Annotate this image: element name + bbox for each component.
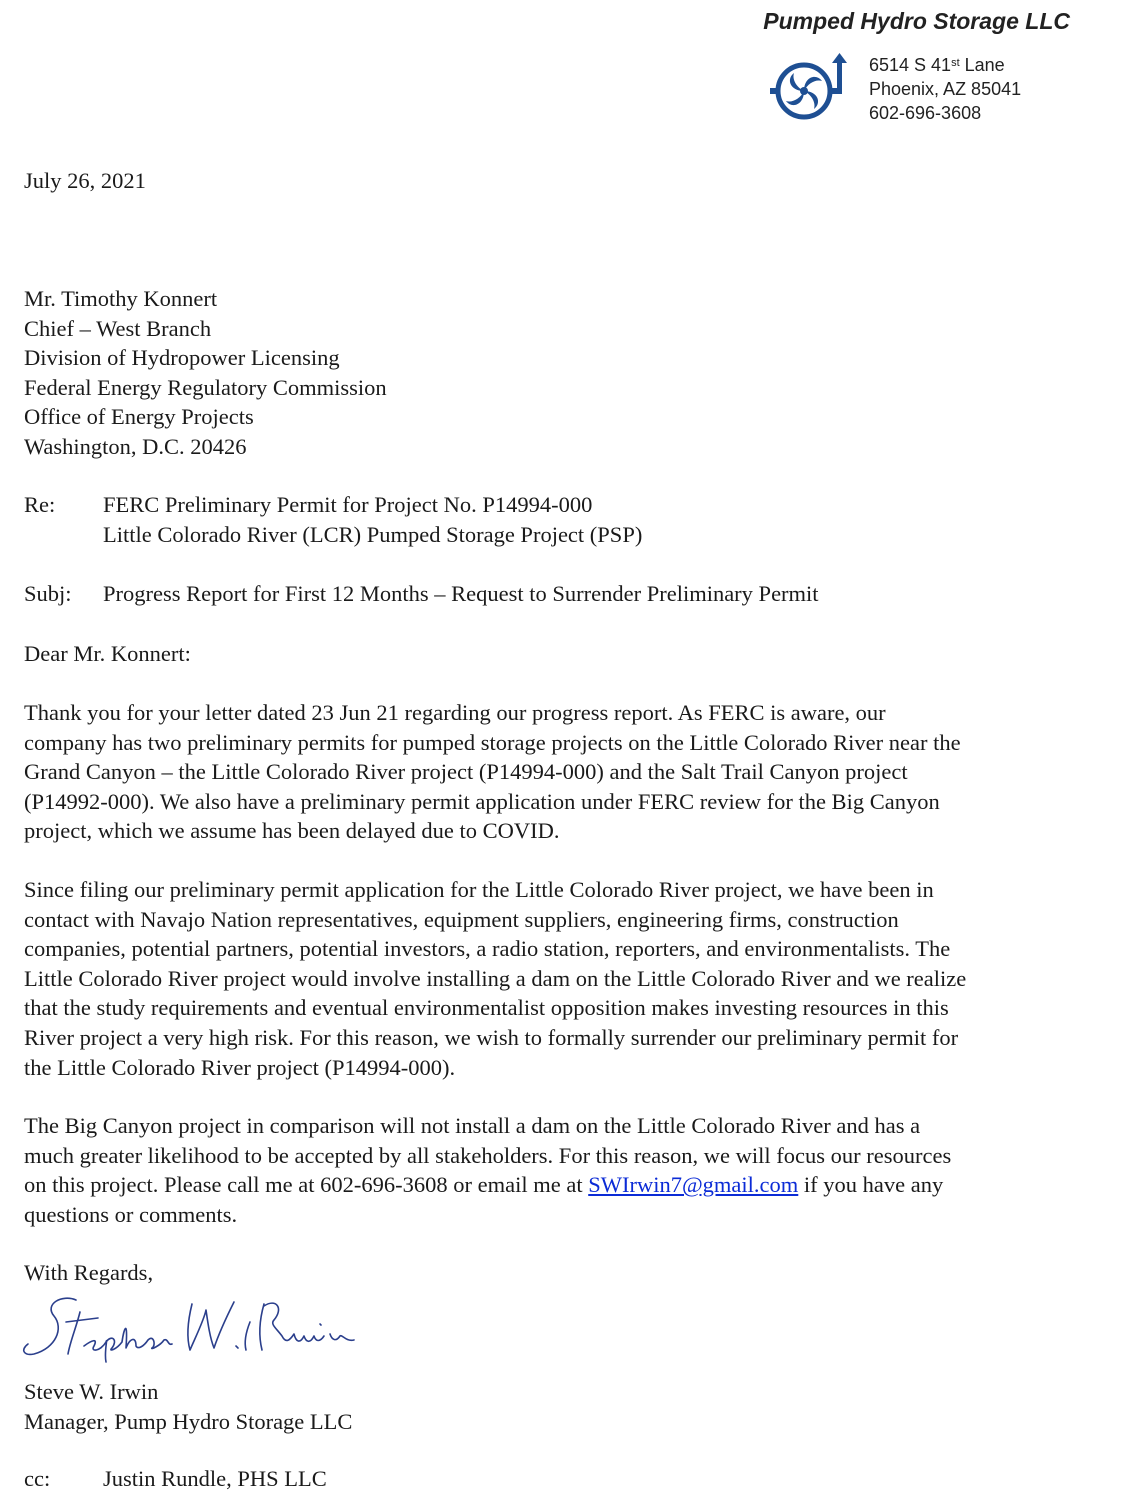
body-paragraph-3 [24, 1111, 1074, 1229]
company-name: Pumped Hydro Storage LLC [763, 8, 1070, 34]
salutation: Dear Mr. Konnert: [24, 641, 191, 666]
handwritten-signature [14, 1290, 364, 1370]
body-paragraph-2 [24, 875, 1074, 1082]
paragraph-line: Little Colorado River project would involve installing a dam on the Little Colorado River and we realize [24, 965, 967, 991]
company-address [869, 53, 1021, 125]
subject-block [24, 579, 1074, 609]
paragraph-line: (P14992-000). We also have a preliminary permit application under FERC review for the Big Canyon [24, 788, 940, 814]
paragraph-line: project, which we assume has been delayed due to COVID. [24, 818, 560, 844]
subject-label: Subj: [24, 581, 72, 606]
paragraph-line: much greater likelihood to be accepted by all stakeholders. For this reason, we will focus our resources [24, 1142, 952, 1168]
paragraph-text: if you have any [798, 1172, 944, 1198]
paragraph-line: River project a very high risk. For this reason, we wish to formally surrender our preliminary permit for [24, 1024, 959, 1050]
paragraph-line: questions or comments. [24, 1201, 238, 1227]
recipient-address-block [24, 284, 387, 462]
address-line-city: Phoenix, AZ 85041 [869, 79, 1022, 99]
closing: With Regards, [24, 1260, 154, 1285]
recipient-line: Office of Energy Projects [24, 404, 254, 430]
body-paragraph-1 [24, 698, 1074, 846]
letterhead [0, 0, 1125, 140]
letter-date: July 26, 2021 [24, 168, 146, 193]
paragraph-text: on this project. Please call me at 602-696-3608 or email me at [24, 1172, 589, 1198]
paragraph-line: Thank you for your letter dated 23 Jun 21 regarding our progress report. As FERC is aware, our [24, 700, 886, 725]
cc-text: Justin Rundle, PHS LLC [103, 1466, 327, 1491]
recipient-line: Mr. Timothy Konnert [24, 286, 218, 311]
paragraph-line: Since filing our preliminary permit application for the Little Colorado River project, we have been in [24, 877, 934, 902]
paragraph-line [24, 1170, 1074, 1200]
ordinal-suffix: st [951, 57, 960, 69]
recipient-line: Chief – West Branch [24, 315, 212, 341]
paragraph-line: that the study requirements and eventual environmentalist opposition makes investing resources in this [24, 995, 949, 1021]
paragraph-line: company has two preliminary permits for pumped storage projects on the Little Colorado River near the [24, 729, 961, 755]
recipient-line: Washington, D.C. 20426 [24, 433, 247, 459]
recipient-line: Federal Energy Regulatory Commission [24, 374, 387, 400]
spiral-turbine-logo-icon [770, 53, 850, 125]
paragraph-line: contact with Navajo Nation representatives, equipment suppliers, engineering firms, construction [24, 906, 899, 932]
re-line: FERC Preliminary Permit for Project No. P14994-000 [103, 492, 593, 517]
cc-label: cc: [24, 1466, 51, 1491]
paragraph-line: The Big Canyon project in comparison will not install a dam on the Little Colorado River and has a [24, 1113, 921, 1138]
re-block [24, 490, 1074, 550]
signer-block [24, 1377, 352, 1436]
paragraph-line: the Little Colorado River project (P14994-000). [24, 1054, 456, 1080]
email-link[interactable]: SWIrwin7@gmail.com [588, 1172, 799, 1198]
re-label: Re: [24, 492, 56, 517]
recipient-line: Division of Hydropower Licensing [24, 345, 340, 371]
address-line-street [869, 53, 1021, 77]
street-name: Lane [959, 55, 1005, 75]
paragraph-line: Grand Canyon – the Little Colorado River project (P14994-000) and the Salt Trail Canyon project [24, 759, 908, 785]
re-line: Little Colorado River (LCR) Pumped Storage Project (PSP) [103, 521, 643, 547]
street-number: 6514 S 41 [869, 55, 952, 75]
paragraph-line: companies, potential partners, potential investors, a radio station, reporters, and environmentalists. The [24, 936, 951, 962]
signer-name: Steve W. Irwin [24, 1379, 159, 1404]
subject-text: Progress Report for First 12 Months – Request to Surrender Preliminary Permit [103, 581, 819, 606]
signer-title: Manager, Pump Hydro Storage LLC [24, 1408, 353, 1434]
re-text [103, 490, 642, 549]
address-phone: 602-696-3608 [869, 103, 982, 123]
cc-block [24, 1464, 524, 1494]
